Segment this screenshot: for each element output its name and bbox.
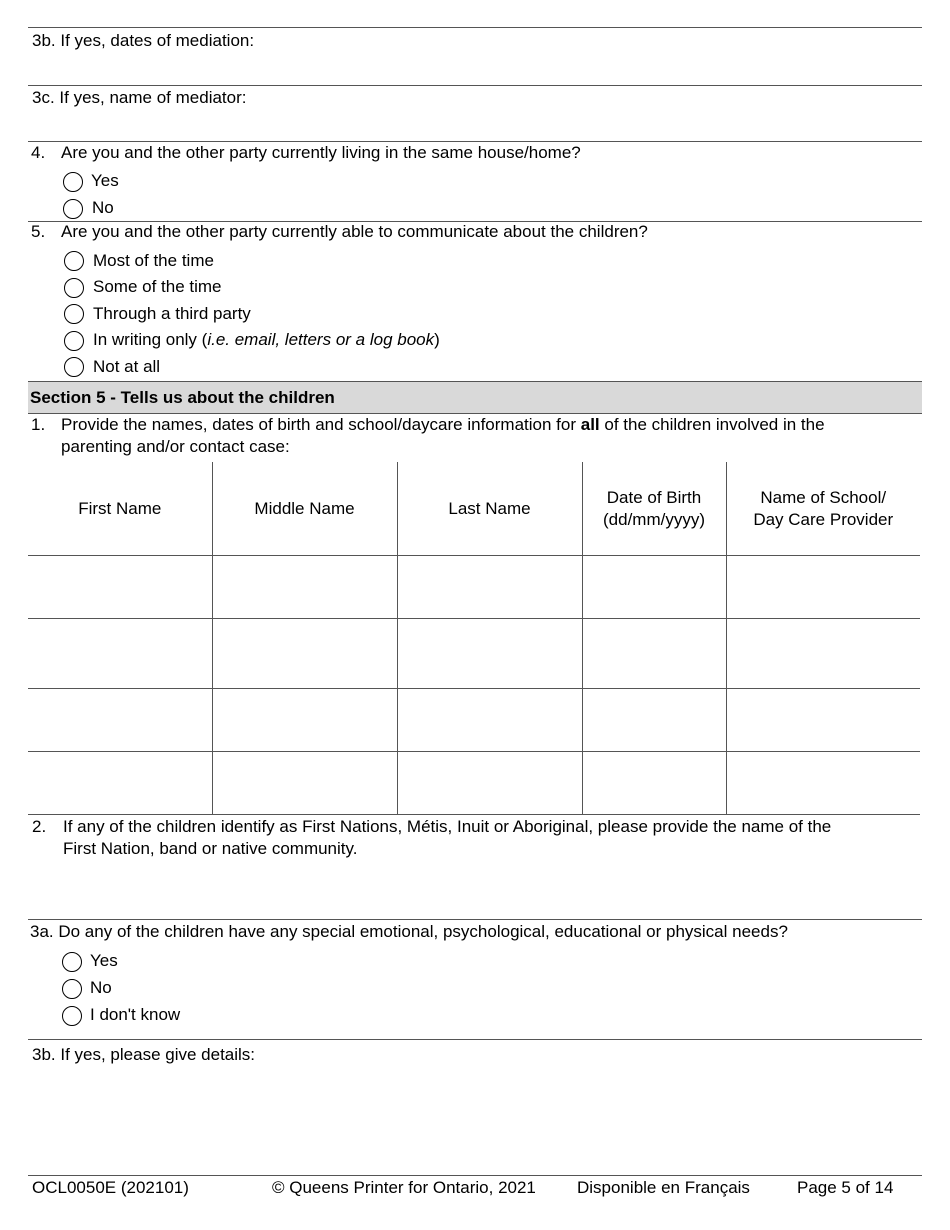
- s5-q3a-question: 3a. Do any of the children have any special emotional, psychological, educational or physical needs?: [30, 922, 788, 941]
- cell-last-name[interactable]: [397, 752, 582, 815]
- q5-some-label: Some of the time: [93, 277, 222, 296]
- q5-third-party-label: Through a third party: [93, 304, 251, 323]
- s5-q1-text-bold: all: [580, 415, 600, 434]
- col-school-line2: Day Care Provider: [753, 509, 894, 529]
- q5-most-label: Most of the time: [93, 251, 214, 270]
- q4-no-radio[interactable]: [63, 199, 83, 219]
- s5-q3a-yes-label: Yes: [90, 951, 118, 970]
- french-link[interactable]: Disponible en Français: [577, 1178, 750, 1197]
- col-dob-line2: (dd/mm/yyyy): [603, 509, 705, 529]
- children-table: [28, 462, 920, 815]
- cell-school[interactable]: [726, 752, 920, 815]
- special-needs-details-field[interactable]: [32, 1068, 920, 1168]
- cell-first-name[interactable]: [28, 752, 212, 815]
- q5-not-at-all-label: Not at all: [93, 357, 161, 376]
- divider: [28, 27, 922, 28]
- q4-question: Are you and the other party currently living in the same house/home?: [61, 143, 581, 162]
- cell-first-name[interactable]: [28, 556, 212, 619]
- cell-first-name[interactable]: [28, 689, 212, 752]
- cell-first-name[interactable]: [28, 619, 212, 689]
- q5-writing-text: In writing only (: [93, 330, 208, 349]
- footer-divider: [28, 1175, 922, 1176]
- table-row: [28, 619, 920, 689]
- cell-last-name[interactable]: [397, 689, 582, 752]
- cell-middle-name[interactable]: [212, 752, 397, 815]
- section-5-header: [28, 381, 922, 414]
- col-middle-name: Middle Name: [212, 462, 397, 556]
- form-id: OCL0050E (202101): [32, 1178, 189, 1197]
- q5-writing-examples: i.e. email, letters or a log book: [207, 330, 435, 349]
- cell-date-of-birth[interactable]: [582, 556, 726, 619]
- table-row: [28, 556, 920, 619]
- section-5-title: Section 5 - Tells us about the children: [30, 388, 335, 407]
- col-school: [726, 462, 920, 556]
- cell-middle-name[interactable]: [212, 689, 397, 752]
- mediator-name-label: 3c. If yes, name of mediator:: [32, 88, 247, 107]
- q5-third-party-radio[interactable]: [64, 304, 84, 324]
- s5-q3a-unknown-radio[interactable]: [62, 1006, 82, 1026]
- mediator-name-field[interactable]: [300, 87, 920, 140]
- divider: [28, 141, 922, 142]
- divider: [28, 85, 922, 86]
- cell-middle-name[interactable]: [212, 556, 397, 619]
- s5-q2-line2: First Nation, band or native community.: [63, 839, 358, 858]
- col-dob-line1: Date of Birth: [606, 487, 702, 507]
- q5-writing-radio[interactable]: [64, 331, 84, 351]
- s5-q3a-unknown-label: I don't know: [90, 1005, 181, 1024]
- s5-q2-line1: If any of the children identify as First Nations, Métis, Inuit or Aboriginal, please provide the name of the: [63, 817, 832, 836]
- table-row: [28, 689, 920, 752]
- s5-q3b-label: 3b. If yes, please give details:: [32, 1045, 256, 1064]
- q4-yes-radio[interactable]: [63, 172, 83, 192]
- q5-writing-label: [93, 330, 440, 350]
- s5-q1-text: [61, 415, 825, 435]
- page-number: Page 5 of 14: [797, 1178, 894, 1197]
- s5-q1-text-line2: parenting and/or contact case:: [61, 437, 290, 456]
- s5-q1-number: 1.: [31, 415, 46, 434]
- cell-date-of-birth[interactable]: [582, 619, 726, 689]
- s5-q3a-no-label: No: [90, 978, 112, 997]
- s5-q2-number: 2.: [32, 817, 47, 836]
- divider: [28, 1039, 922, 1040]
- cell-last-name[interactable]: [397, 619, 582, 689]
- divider: [28, 919, 922, 920]
- s5-q3a-no-radio[interactable]: [62, 979, 82, 999]
- col-first-name: First Name: [78, 498, 162, 518]
- q4-yes-label: Yes: [91, 171, 119, 190]
- col-date-of-birth: [582, 462, 726, 556]
- q5-some-radio[interactable]: [64, 278, 84, 298]
- q5-writing-close: ): [434, 330, 440, 349]
- first-nation-field[interactable]: [63, 862, 920, 917]
- s5-q1-text-a: Provide the names, dates of birth and school/daycare information for: [61, 415, 581, 434]
- col-last-name: Last Name: [397, 462, 582, 556]
- q4-number: 4.: [31, 143, 46, 162]
- s5-q1-text-b: of the children involved in the: [599, 415, 825, 434]
- cell-date-of-birth[interactable]: [582, 689, 726, 752]
- table-row: [28, 752, 920, 815]
- col-school-line1: Name of School/: [760, 487, 887, 507]
- mediation-dates-label: 3b. If yes, dates of mediation:: [32, 31, 255, 50]
- q5-question: Are you and the other party currently able to communicate about the children?: [61, 222, 648, 241]
- q4-no-label: No: [92, 198, 114, 217]
- q5-number: 5.: [31, 222, 46, 241]
- copyright: © Queens Printer for Ontario, 2021: [272, 1178, 536, 1197]
- cell-school[interactable]: [726, 619, 920, 689]
- cell-middle-name[interactable]: [212, 619, 397, 689]
- cell-last-name[interactable]: [397, 556, 582, 619]
- mediation-dates-field[interactable]: [300, 29, 920, 83]
- cell-school[interactable]: [726, 689, 920, 752]
- table-header-row: [28, 462, 920, 556]
- cell-school[interactable]: [726, 556, 920, 619]
- cell-date-of-birth[interactable]: [582, 752, 726, 815]
- s5-q3a-yes-radio[interactable]: [62, 952, 82, 972]
- q5-most-radio[interactable]: [64, 251, 84, 271]
- q5-not-at-all-radio[interactable]: [64, 357, 84, 377]
